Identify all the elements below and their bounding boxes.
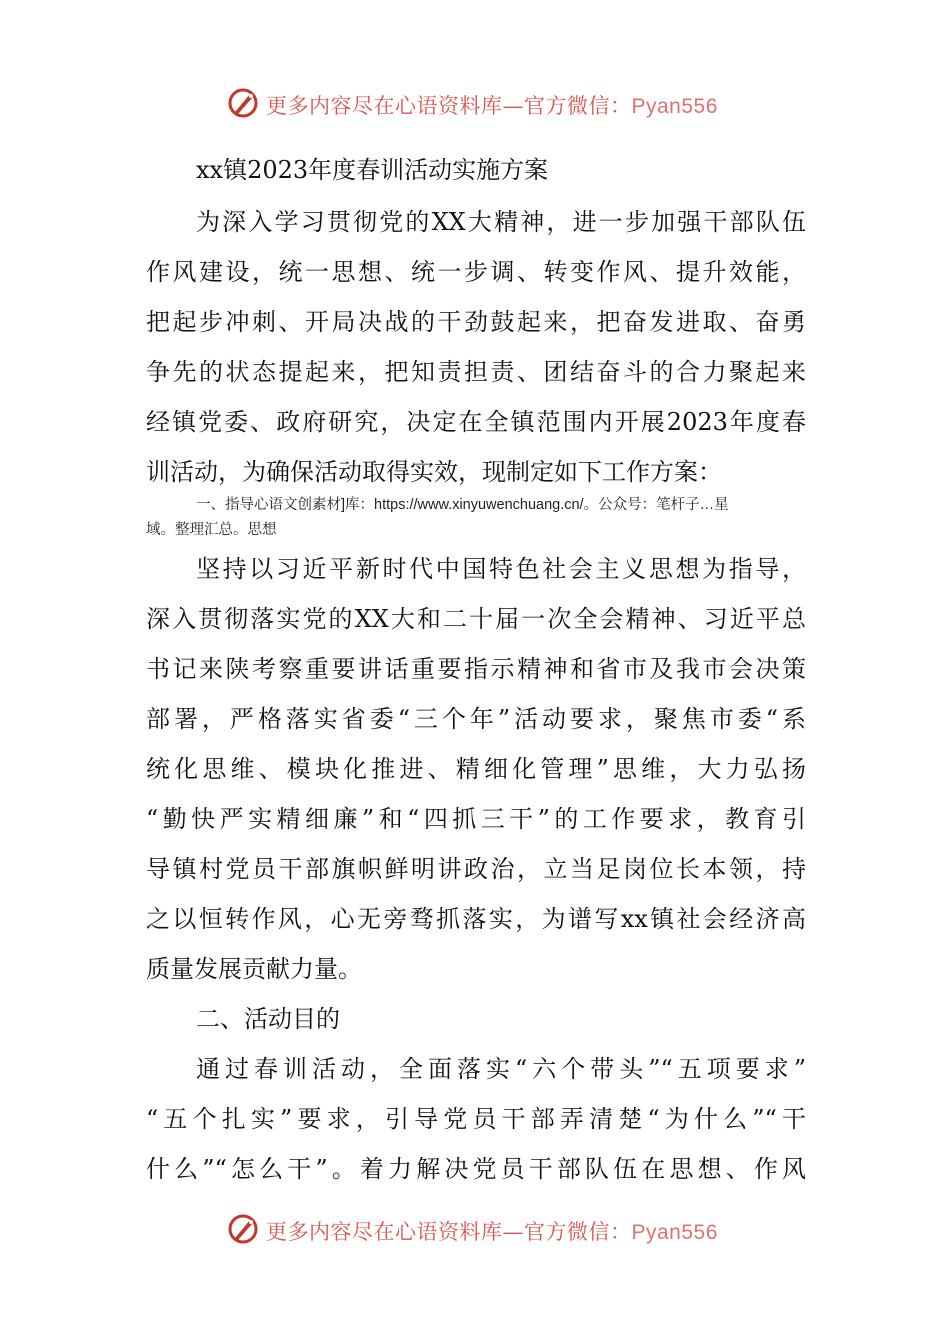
section1-line: “勤快严实精细廉”和“四抓三干”的工作要求，教育引 [146, 805, 806, 833]
intro-line: 训活动，为确保活动取得实效，现制定如下工作方案： [146, 458, 722, 486]
document-title: xx镇2023年度春训活动实施方案 [196, 156, 549, 184]
watermark-text-bottom [266, 1216, 718, 1246]
section1-line: 之以恒转作风，心无旁骛抓落实，为谱写xx镇社会经济高 [146, 905, 806, 933]
section1-heading-line: 一、指导心语文创素材]库：https://www.xinyuwenchuang.cn/。公众号：笔杆子…星 [196, 497, 729, 513]
intro-line: 为深入学习贯彻党的XX大精神，进一步加强干部队伍 [196, 208, 806, 236]
watermark-text-top [266, 90, 718, 120]
intro-line: 经镇党委、政府研究，决定在全镇范围内开展2023年度春 [146, 408, 806, 436]
section1-line: 书记来陕考察重要讲话重要指示精神和省市及我市会决策 [146, 655, 806, 683]
intro-line: 把起步冲刺、开局决战的干劲鼓起来，把奋发进取、奋勇 [146, 308, 806, 336]
section1-line: 深入贯彻落实党的XX大和二十届一次全会精神、习近平总 [146, 605, 806, 633]
section1-line: 坚持以习近平新时代中国特色社会主义思想为指导， [196, 555, 806, 583]
section1-heading-line: 域。整理汇总。思想 [146, 522, 277, 538]
section1-line: 质量发展贡献力量。 [146, 955, 362, 983]
pen-nib-circle-logo-icon [226, 86, 260, 120]
intro-line: 争先的状态提起来，把知责担责、团结奋斗的合力聚起来 [146, 358, 806, 386]
watermark-label: 更多内容尽在心语资料库—官方微信： [266, 94, 632, 118]
intro-line: 作风建设，统一思想、统一步调、转变作风、提升效能， [146, 258, 806, 286]
section1-line: 部署，严格落实省委“三个年”活动要求，聚焦市委“系 [146, 705, 806, 733]
watermark-banner-bottom [0, 1210, 950, 1250]
watermark-wechat-id: Pyan556 [631, 95, 718, 118]
watermark-label: 更多内容尽在心语资料库—官方微信： [266, 1220, 632, 1244]
section2-line: 通过春训活动，全面落实“六个带头”“五项要求” [196, 1055, 806, 1083]
section2-line: 什么”“怎么干”。着力解决党员干部队伍在思想、作风 [146, 1155, 806, 1183]
watermark-wechat-id: Pyan556 [631, 1221, 718, 1244]
section2-heading: 二、活动目的 [196, 1005, 340, 1033]
section1-line: 导镇村党员干部旗帜鲜明讲政治，立当足岗位长本领，持 [146, 855, 806, 883]
watermark-banner-top [0, 84, 950, 124]
section2-line: “五个扎实”要求，引导党员干部弄清楚“为什么”“干 [146, 1105, 806, 1133]
section1-line: 统化思维、模块化推进、精细化管理”思维，大力弘扬 [146, 755, 806, 783]
pen-nib-circle-logo-icon [226, 1212, 260, 1246]
